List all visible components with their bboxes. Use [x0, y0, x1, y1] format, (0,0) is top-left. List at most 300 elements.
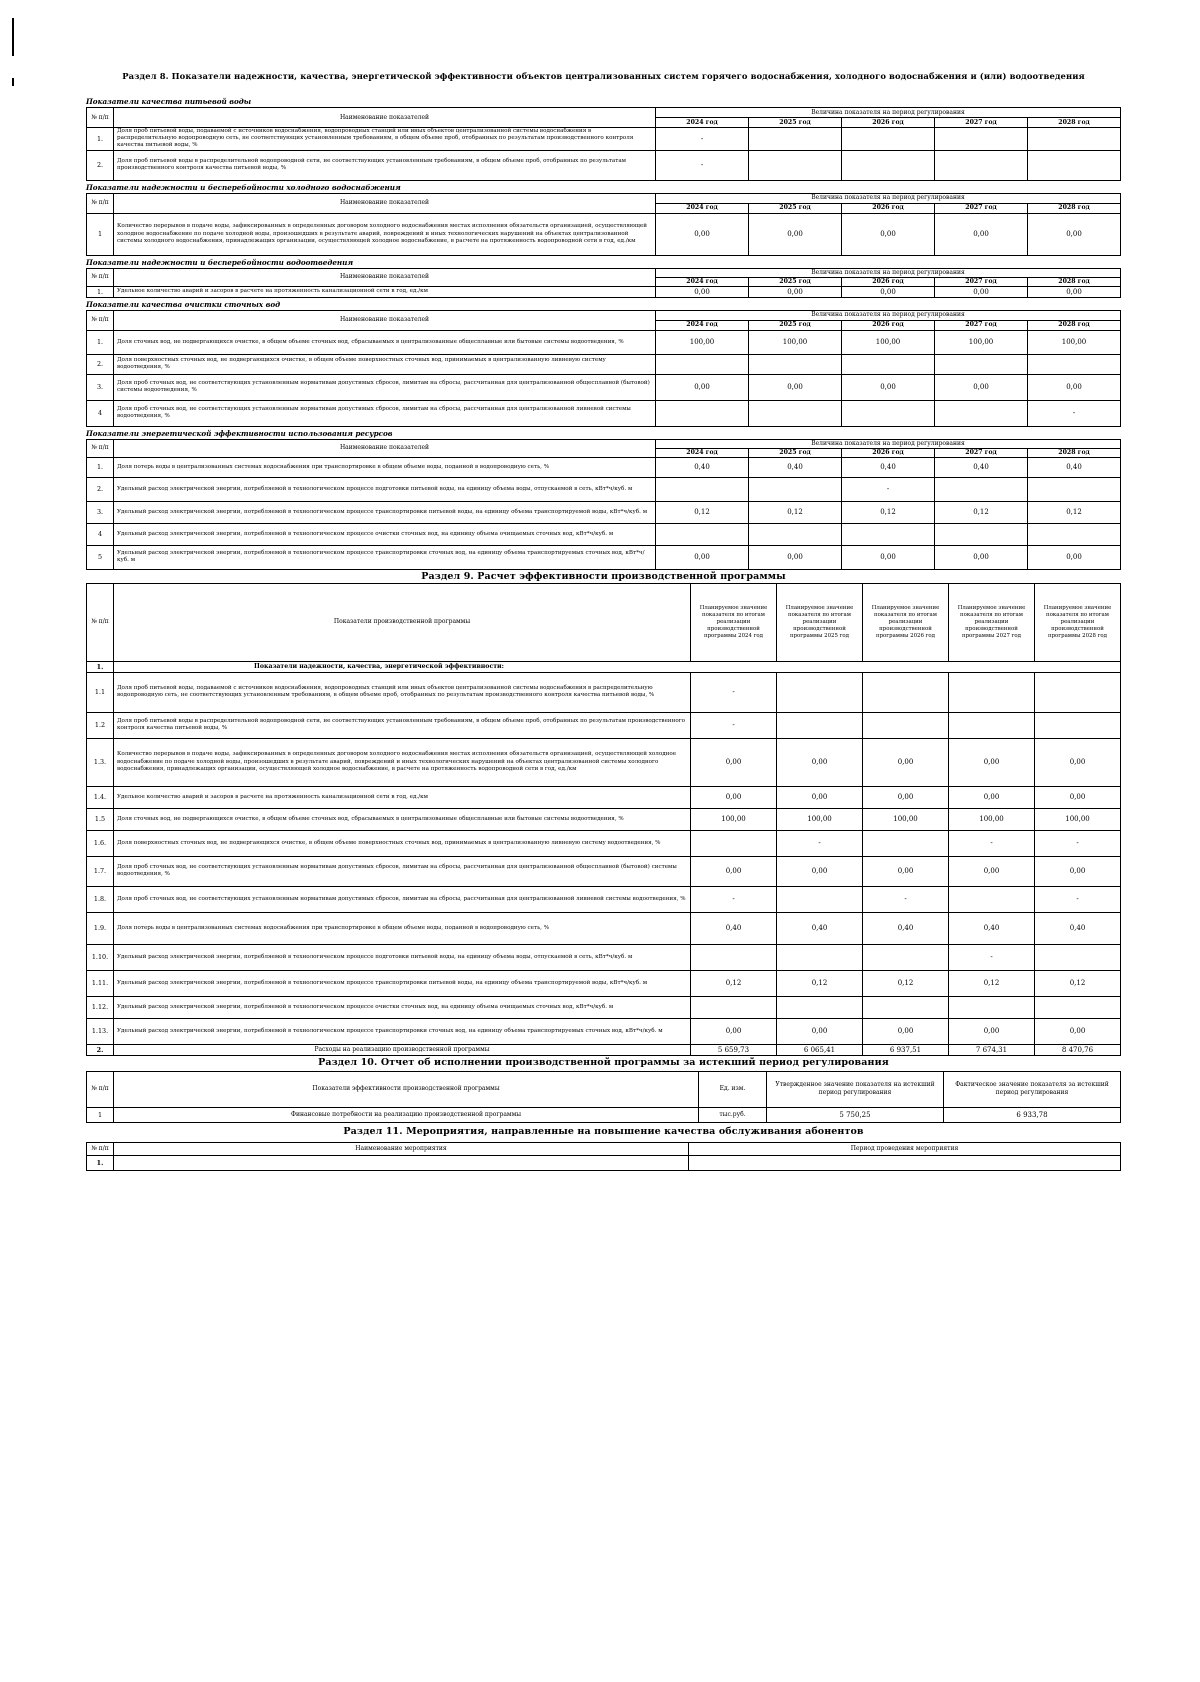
row-value: 8 470,76: [1035, 1044, 1121, 1055]
row-value: 0,40: [749, 457, 842, 477]
row-value: [935, 150, 1028, 180]
header-num: № п/п: [87, 193, 114, 213]
row-value: [1028, 523, 1121, 545]
row-value: 0,00: [935, 286, 1028, 297]
row-value: 0,00: [691, 738, 777, 786]
row-value: 0,00: [842, 213, 935, 255]
table-header-row: [87, 583, 1121, 661]
row-name: Доля проб питьевой воды в распределительной водопроводной сети, не соответствующих установленным требованиям, в общем объеме проб, отобранных по результатам производственного контроля качества питьевой воды, %: [114, 150, 656, 180]
table-header-row: [87, 193, 1121, 203]
row-value: [842, 128, 935, 151]
indicator-table: [86, 268, 1121, 298]
row-value: [842, 354, 935, 374]
row-value: [691, 944, 777, 970]
row-value: [1035, 944, 1121, 970]
row-value: [863, 830, 949, 856]
table-row: [87, 545, 1121, 569]
row-value: 0,00: [749, 286, 842, 297]
header-year: 2027 год: [935, 118, 1028, 128]
group-title: Показатели надежности, качества, энергетической эффективности:: [114, 661, 1121, 672]
table-row: [87, 712, 1121, 738]
table-row: [87, 400, 1121, 426]
row-period: [689, 1155, 1121, 1170]
row-value: -: [842, 477, 935, 501]
row-value: -: [1028, 400, 1121, 426]
row-value: 0,12: [656, 501, 749, 523]
row-name: Финансовые потребности на реализацию производственной программы: [114, 1107, 699, 1122]
header-year: 2027 год: [935, 448, 1028, 457]
row-num: 4: [87, 400, 114, 426]
table-header-row: [87, 439, 1121, 448]
table-row: [87, 354, 1121, 374]
header-num: № п/п: [87, 439, 114, 457]
row-value: 0,00: [749, 213, 842, 255]
header-year: 2025 год: [749, 118, 842, 128]
table-row: [87, 457, 1121, 477]
row-name: Доля потерь воды в централизованных системах водоснабжения при транспортировке в общем объеме воды, поданной в водопроводную сеть, %: [114, 912, 691, 944]
header-year-col: Планируемое значение показателя по итогам реализации производственной программы 2024 год: [691, 583, 777, 661]
block-title: Показатели качества питьевой воды: [86, 97, 252, 106]
table-row: [87, 286, 1121, 297]
row-value: 0,12: [1035, 970, 1121, 996]
row-name: Удельный расход электрической энергии, потребляемой в технологическом процессе транспортировки сточных вод, на единицу объема транспортируемых сточных вод, кВт*ч/куб. м: [114, 1018, 691, 1044]
row-value: [777, 944, 863, 970]
row-name: Удельное количество аварий и засоров в расчете на протяженность канализационной сети в год, ед./км: [114, 286, 656, 297]
row-num: 1.8.: [87, 886, 114, 912]
row-num: 1.11.: [87, 970, 114, 996]
table-row: [87, 944, 1121, 970]
row-value: 0,40: [1035, 912, 1121, 944]
indicator-table: [86, 439, 1121, 570]
row-value: [749, 150, 842, 180]
header-year-col: Планируемое значение показателя по итогам реализации производственной программы 2028 год: [1035, 583, 1121, 661]
table-row: [87, 523, 1121, 545]
row-value: [656, 523, 749, 545]
header-name: Наименование показателей: [114, 439, 656, 457]
header-year: 2027 год: [935, 277, 1028, 286]
row-value: 0,00: [1028, 374, 1121, 400]
section-8-title: Раздел 8. Показатели надежности, качества, энергетической эффективности объектов централизованных систем горячего водоснабжения, холодного водоснабжения и (или) водоотведения: [122, 71, 1085, 81]
row-value: 0,00: [1035, 856, 1121, 886]
row-name: Удельный расход электрической энергии, потребляемой в технологическом процессе подготовки питьевой воды, на единицу объема воды, отпускаемой в сеть, кВт*ч/куб. м: [114, 944, 691, 970]
row-value: [691, 996, 777, 1018]
header-year: 2024 год: [656, 448, 749, 457]
row-name: Расходы на реализацию производственной программы: [114, 1044, 691, 1055]
row-approved-value: 5 750,25: [767, 1107, 944, 1122]
row-value: [863, 712, 949, 738]
section-11-title: Раздел 11. Мероприятия, направленные на повышение качества обслуживания абонентов: [343, 1125, 864, 1137]
header-year: 2028 год: [1028, 118, 1121, 128]
row-value: 0,00: [1028, 286, 1121, 297]
table-row: [87, 501, 1121, 523]
header-period: Величина показателя на период регулирования: [656, 310, 1121, 320]
header-year: 2026 год: [842, 277, 935, 286]
row-value: 0,00: [842, 286, 935, 297]
header-year: 2026 год: [842, 448, 935, 457]
row-value: 0,00: [1035, 738, 1121, 786]
row-value: 0,00: [656, 374, 749, 400]
header-name: Наименование показателей: [114, 310, 656, 330]
row-value: -: [1035, 886, 1121, 912]
row-value: 100,00: [1028, 330, 1121, 354]
header-period: Величина показателя на период регулирования: [656, 268, 1121, 277]
table-row: [87, 996, 1121, 1018]
row-value: [1028, 477, 1121, 501]
row-value: 0,00: [949, 738, 1035, 786]
row-value: 0,40: [1028, 457, 1121, 477]
row-value: 6 065,41: [777, 1044, 863, 1055]
row-value: 0,12: [691, 970, 777, 996]
header-actual: Фактическое значение показателя за истекший период регулирования: [944, 1071, 1121, 1107]
row-value: [935, 477, 1028, 501]
block-title: Показатели энергетической эффективности использования ресурсов: [86, 428, 393, 438]
row-value: 100,00: [691, 808, 777, 830]
header-num: № п/п: [87, 108, 114, 128]
block-title: Показатели надежности и бесперебойности холодного водоснабжения: [86, 182, 401, 192]
document-page: [86, 70, 1121, 1171]
row-name: Доля поверхностных сточных вод, не подвергающихся очистке, в общем объеме поверхностных сточных вод, принимаемых в централизованную ливневую систему водоотведения, %: [114, 830, 691, 856]
header-year: 2027 год: [935, 320, 1028, 330]
header-num: № п/п: [87, 1142, 114, 1155]
row-num: 4: [87, 523, 114, 545]
row-value: [1035, 712, 1121, 738]
row-value: 0,00: [935, 213, 1028, 255]
row-value: 0,00: [949, 1018, 1035, 1044]
indicator-table: [86, 107, 1121, 181]
row-value: 0,00: [935, 374, 1028, 400]
table-row: [87, 672, 1121, 712]
block-title: Показатели надежности и бесперебойности водоотведения: [86, 257, 354, 267]
row-value: 0,12: [863, 970, 949, 996]
row-name: Доля проб сточных вод, не соответствующих установленным нормативам допустимых сбросов, лимитам на сбросы, рассчитанная для централизованной ливневой системы водоотведения, %: [114, 886, 691, 912]
row-num: 1.7.: [87, 856, 114, 886]
row-value: [656, 400, 749, 426]
row-value: 0,00: [777, 856, 863, 886]
row-value: 0,00: [777, 1018, 863, 1044]
row-value: 0,00: [1035, 786, 1121, 808]
row-value: 0,00: [749, 545, 842, 569]
row-value: [749, 400, 842, 426]
row-num: 1.6.: [87, 830, 114, 856]
row-value: [656, 354, 749, 374]
table-row: [87, 1155, 1121, 1170]
header-approved: Утвержденное значение показателя на истекший период регулирования: [767, 1071, 944, 1107]
table-row: [87, 213, 1121, 255]
table-row: [87, 1107, 1121, 1122]
row-num: 1.4.: [87, 786, 114, 808]
row-value: 0,00: [777, 738, 863, 786]
row-name: Доля проб питьевой воды в распределительной водопроводной сети, не соответствующих установленным требованиям, в общем объеме проб, отобранных по результатам производственного контроля качества питьевой воды, %: [114, 712, 691, 738]
row-num: 2.: [87, 150, 114, 180]
row-name: [114, 1155, 689, 1170]
row-value: 0,40: [777, 912, 863, 944]
row-name: Доля проб питьевой воды, подаваемой с источников водоснабжения, водопроводных станций или иных объектов централизованной системы водоснабжения в распределительную водопроводную сеть, не соответствующих установленным требованиям, в общем объеме проб, отобранных по результатам производственного контроля качества питьевой воды, %: [114, 672, 691, 712]
row-value: 0,00: [777, 786, 863, 808]
row-num: 5: [87, 545, 114, 569]
row-num: 1.: [87, 1155, 114, 1170]
row-value: [935, 128, 1028, 151]
row-num: 1.: [87, 286, 114, 297]
row-num: 2.: [87, 1044, 114, 1055]
row-value: [749, 128, 842, 151]
scan-edge-mark: [12, 78, 14, 86]
row-value: 100,00: [842, 330, 935, 354]
row-value: [656, 477, 749, 501]
header-year: 2028 год: [1028, 203, 1121, 213]
table-header-row: [87, 310, 1121, 320]
table-row: [87, 808, 1121, 830]
row-value: [1028, 150, 1121, 180]
indicator-table: [86, 310, 1121, 427]
row-value: 0,12: [777, 970, 863, 996]
table-row: [87, 477, 1121, 501]
row-value: 0,00: [749, 374, 842, 400]
header-year: 2028 год: [1028, 277, 1121, 286]
header-year: 2028 год: [1028, 320, 1121, 330]
row-num: 1.2: [87, 712, 114, 738]
row-value: [949, 672, 1035, 712]
table-row: [87, 1018, 1121, 1044]
row-num: 1.: [87, 128, 114, 151]
header-num: № п/п: [87, 310, 114, 330]
header-year: 2025 год: [749, 448, 842, 457]
row-name: Доля проб питьевой воды, подаваемой с источников водоснабжения, водопроводных станций или иных объектов централизованной системы водоснабжения в распределительную водопроводную сеть, не соответствующих установленным требованиям, в общем объеме проб, отобранных по результатам производственного контроля качества питьевой воды, %: [114, 128, 656, 151]
header-period: Величина показателя на период регулирования: [656, 108, 1121, 118]
row-num: 1: [87, 1107, 114, 1122]
row-num: 1.10.: [87, 944, 114, 970]
row-num: 1.9.: [87, 912, 114, 944]
row-value: 0,40: [935, 457, 1028, 477]
header-num: № п/п: [87, 268, 114, 286]
section-11-table: [86, 1142, 1121, 1171]
header-year-col: Планируемое значение показателя по итогам реализации производственной программы 2027 год: [949, 583, 1035, 661]
row-num: 2.: [87, 477, 114, 501]
header-year: 2025 год: [749, 203, 842, 213]
row-name: Доля сточных вод, не подвергающихся очистке, в общем объеме сточных вод, сбрасываемых в централизованные общесплавные или бытовые системы водоотведения, %: [114, 808, 691, 830]
row-value: 6 937,51: [863, 1044, 949, 1055]
row-value: [842, 523, 935, 545]
row-unit: тыс.руб.: [699, 1107, 767, 1122]
row-value: 0,00: [949, 786, 1035, 808]
row-value: 100,00: [1035, 808, 1121, 830]
header-year: 2024 год: [656, 118, 749, 128]
row-value: -: [777, 830, 863, 856]
row-value: 100,00: [656, 330, 749, 354]
row-value: [949, 712, 1035, 738]
row-value: 0,12: [1028, 501, 1121, 523]
row-value: [1028, 128, 1121, 151]
row-value: [949, 886, 1035, 912]
table-header-row: [87, 108, 1121, 118]
header-period: Величина показателя на период регулирования: [656, 193, 1121, 203]
row-name: Удельный расход электрической энергии, потребляемой в технологическом процессе очистки сточных вод, на единицу объема очищаемых сточных вод, кВт*ч/куб. м: [114, 996, 691, 1018]
row-value: 0,00: [842, 545, 935, 569]
header-year: 2024 год: [656, 277, 749, 286]
row-value: 0,00: [1035, 1018, 1121, 1044]
header-name: Наименование показателей: [114, 108, 656, 128]
row-value: [935, 354, 1028, 374]
row-value: [842, 400, 935, 426]
row-name: Удельный расход электрической энергии, потребляемой в технологическом процессе подготовки питьевой воды, на единицу объема воды, отпускаемой в сеть, кВт*ч/куб. м: [114, 477, 656, 501]
header-name: Наименование показателей: [114, 193, 656, 213]
row-value: [863, 672, 949, 712]
row-value: [935, 523, 1028, 545]
row-value: -: [949, 830, 1035, 856]
row-value: 0,00: [863, 1018, 949, 1044]
row-value: [949, 996, 1035, 1018]
row-value: 5 659,73: [691, 1044, 777, 1055]
row-actual-value: 6 933,78: [944, 1107, 1121, 1122]
row-value: [842, 150, 935, 180]
section-10-table: [86, 1071, 1121, 1123]
header-unit: Ед. изм.: [699, 1071, 767, 1107]
table-row: [87, 912, 1121, 944]
row-value: [1035, 672, 1121, 712]
header-period: Величина показателя на период регулирования: [656, 439, 1121, 448]
row-value: -: [691, 672, 777, 712]
row-value: 0,00: [935, 545, 1028, 569]
row-value: 7 674,31: [949, 1044, 1035, 1055]
section-10-title: Раздел 10. Отчет об исполнении производственной программы за истекший период регулирования: [318, 1056, 889, 1068]
row-value: 0,12: [949, 970, 1035, 996]
header-year: 2025 год: [749, 320, 842, 330]
row-value: 0,12: [749, 501, 842, 523]
table-row: [87, 330, 1121, 354]
row-value: -: [691, 886, 777, 912]
row-name: Количество перерывов в подаче воды, зафиксированных в определенных договором холодного водоснабжения местах исполнения обязательств организацией, осуществляющей холодное водоснабжение по подаче холодной воды, произошедших в результате аварий, повреждений и иных технологических нарушений на объектах централизованной системы холодного водоснабжения, принадлежащих организации, осуществляющей холодное водоснабжение, в расчете на протяженность водопроводной сети в год, ед./км: [114, 213, 656, 255]
section-9-title: Раздел 9. Расчет эффективности производственной программы: [421, 570, 786, 582]
header-name: Наименование мероприятия: [114, 1142, 689, 1155]
row-value: -: [656, 150, 749, 180]
row-num: 2.: [87, 354, 114, 374]
row-num: 3.: [87, 374, 114, 400]
header-year: 2026 год: [842, 118, 935, 128]
table-row: [87, 970, 1121, 996]
row-num: 1.5: [87, 808, 114, 830]
header-name: Показатели производственной программы: [114, 583, 691, 661]
row-num: 1.: [87, 330, 114, 354]
table-header-row: [87, 268, 1121, 277]
row-value: 0,00: [656, 213, 749, 255]
row-num: 1.: [87, 661, 114, 672]
table-row: [87, 786, 1121, 808]
row-value: 100,00: [949, 808, 1035, 830]
table-row: [87, 856, 1121, 886]
row-value: 0,00: [1028, 213, 1121, 255]
row-value: 0,00: [656, 286, 749, 297]
row-name: Доля проб сточных вод, не соответствующих установленным нормативам допустимых сбросов, лимитам на сбросы, рассчитанная для централизованной общесплавной (бытовой) системы водоотведения, %: [114, 856, 691, 886]
header-num: № п/п: [87, 583, 114, 661]
row-num: 1: [87, 213, 114, 255]
row-num: 1.1: [87, 672, 114, 712]
row-value: 0,40: [656, 457, 749, 477]
scan-edge-mark: [12, 18, 14, 56]
row-value: 0,12: [935, 501, 1028, 523]
row-name: Удельный расход электрической энергии, потребляемой в технологическом процессе транспортировки питьевой воды, на единицу объема транспортируемой воды, кВт*ч/куб. м: [114, 501, 656, 523]
header-year-col: Планируемое значение показателя по итогам реализации производственной программы 2026 год: [863, 583, 949, 661]
section-9-table: [86, 583, 1121, 1056]
row-value: [1028, 354, 1121, 374]
row-value: [863, 944, 949, 970]
table-header-row: [87, 1071, 1121, 1107]
row-name: Удельный расход электрической энергии, потребляемой в технологическом процессе транспортировки питьевой воды, на единицу объема транспортируемой воды, кВт*ч/куб. м: [114, 970, 691, 996]
header-year: 2028 год: [1028, 448, 1121, 457]
table-row: [87, 374, 1121, 400]
row-value: -: [863, 886, 949, 912]
row-value: [1035, 996, 1121, 1018]
row-value: 0,00: [863, 786, 949, 808]
row-num: 1.12.: [87, 996, 114, 1018]
row-value: -: [656, 128, 749, 151]
row-num: 1.: [87, 457, 114, 477]
header-year-col: Планируемое значение показателя по итогам реализации производственной программы 2025 год: [777, 583, 863, 661]
row-value: 0,00: [949, 856, 1035, 886]
header-num: № п/п: [87, 1071, 114, 1107]
header-year: 2024 год: [656, 203, 749, 213]
row-value: 0,40: [842, 457, 935, 477]
section-8: [86, 97, 1121, 570]
row-value: 0,40: [863, 912, 949, 944]
header-year: 2024 год: [656, 320, 749, 330]
row-value: 0,40: [949, 912, 1035, 944]
row-name: Доля проб сточных вод, не соответствующих установленным нормативам допустимых сбросов, лимитам на сбросы, рассчитанная для централизованной ливневой системы водоотведения, %: [114, 400, 656, 426]
row-value: 0,00: [1028, 545, 1121, 569]
row-name: Удельный расход электрической энергии, потребляемой в технологическом процессе транспортировки сточных вод, на единицу объема транспортируемых сточных вод, кВт*ч/куб. м: [114, 545, 656, 569]
header-name: Наименование показателей: [114, 268, 656, 286]
header-year: 2026 год: [842, 320, 935, 330]
row-name: Количество перерывов в подаче воды, зафиксированных в определенных договором холодного водоснабжения местах исполнения обязательств организацией, осуществляющей холодное водоснабжение по подаче холодной воды, произошедших в результате аварий, повреждений и иных технологических нарушений на объектах централизованной системы холодного водоснабжения, принадлежащих организации, осуществляющей холодное водоснабжение, в расчете на протяженность водопроводной сети в год, ед./км: [114, 738, 691, 786]
header-period: Период проведения мероприятия: [689, 1142, 1121, 1155]
row-name: Доля поверхностных сточных вод, не подвергающихся очистке, в общем объеме поверхностных сточных вод, принимаемых в централизованную ливневую систему водоотведения, %: [114, 354, 656, 374]
row-value: [691, 830, 777, 856]
row-value: [777, 886, 863, 912]
block-title: Показатели качества очистки сточных вод: [86, 299, 281, 309]
table-row: [87, 886, 1121, 912]
row-value: [777, 996, 863, 1018]
row-value: 100,00: [863, 808, 949, 830]
row-value: 0,00: [863, 856, 949, 886]
row-value: [749, 523, 842, 545]
row-value: [777, 712, 863, 738]
header-name: Показатели эффективности производственной программы: [114, 1071, 699, 1107]
total-row: [87, 1044, 1121, 1055]
header-year: 2025 год: [749, 277, 842, 286]
row-value: -: [1035, 830, 1121, 856]
row-value: 100,00: [777, 808, 863, 830]
group-row: [87, 661, 1121, 672]
table-row: [87, 830, 1121, 856]
table-row: [87, 150, 1121, 180]
row-value: [749, 477, 842, 501]
row-value: 0,12: [842, 501, 935, 523]
row-num: 3.: [87, 501, 114, 523]
row-value: 0,00: [691, 856, 777, 886]
row-value: 0,00: [842, 374, 935, 400]
row-num: 1.3.: [87, 738, 114, 786]
row-num: 1.13.: [87, 1018, 114, 1044]
row-name: Удельный расход электрической энергии, потребляемой в технологическом процессе очистки сточных вод, на единицу объема очищаемых сточных вод, кВт*ч/куб. м: [114, 523, 656, 545]
row-value: 0,40: [691, 912, 777, 944]
table-header-row: [87, 1142, 1121, 1155]
header-year: 2026 год: [842, 203, 935, 213]
row-value: 0,00: [691, 1018, 777, 1044]
table-row: [87, 128, 1121, 151]
row-value: -: [949, 944, 1035, 970]
header-year: 2027 год: [935, 203, 1028, 213]
row-value: [935, 400, 1028, 426]
row-value: [749, 354, 842, 374]
row-name: Доля потерь воды в централизованных системах водоснабжения при транспортировке в общем объеме воды, поданной в водопроводную сеть, %: [114, 457, 656, 477]
